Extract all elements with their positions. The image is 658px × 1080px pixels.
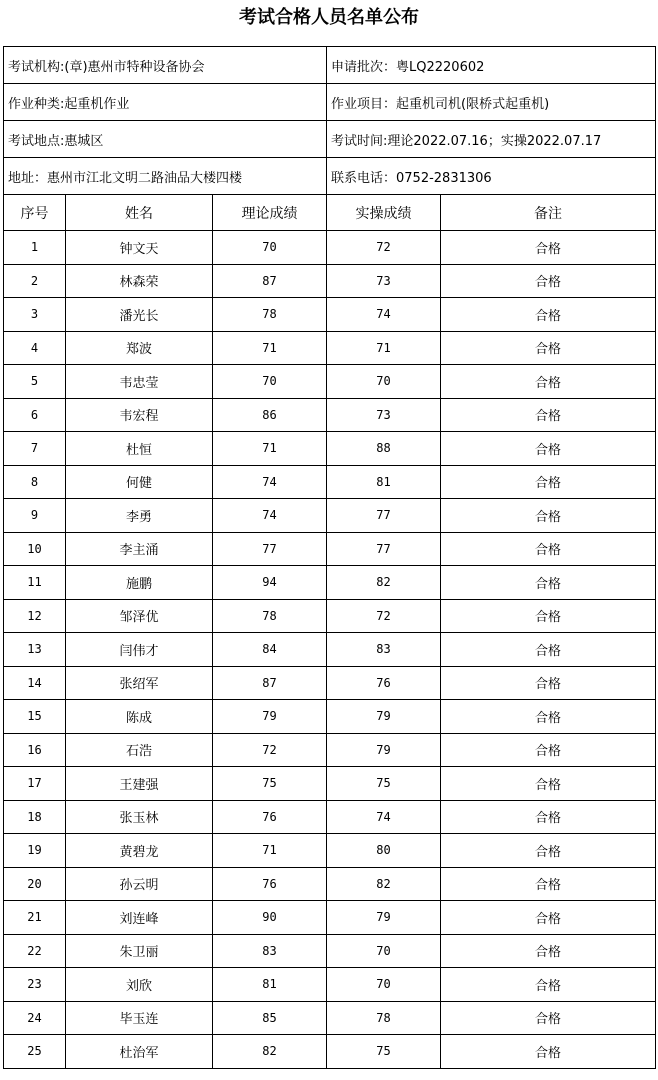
cell-remark: 合格 [441, 1001, 656, 1035]
cell-remark: 合格 [441, 398, 656, 432]
table-row [4, 264, 656, 298]
cell-practice-score: 79 [327, 733, 441, 767]
table-row [4, 633, 656, 667]
cell-practice-score: 76 [327, 666, 441, 700]
cell-practice-score: 81 [327, 465, 441, 499]
cell-remark: 合格 [441, 968, 656, 1002]
cell-remark: 合格 [441, 1035, 656, 1069]
cell-practice-score: 78 [327, 1001, 441, 1035]
cell-remark: 合格 [441, 298, 656, 332]
cell-index: 11 [4, 566, 66, 600]
cell-index: 21 [4, 901, 66, 935]
cell-remark: 合格 [441, 666, 656, 700]
cell-index: 5 [4, 365, 66, 399]
table-row [4, 599, 656, 633]
cell-theory-score: 90 [213, 901, 327, 935]
cell-name: 邹泽优 [66, 599, 213, 633]
table-row [4, 767, 656, 801]
cell-name: 孙云明 [66, 867, 213, 901]
cell-index: 3 [4, 298, 66, 332]
cell-theory-score: 72 [213, 733, 327, 767]
cell-remark: 合格 [441, 800, 656, 834]
cell-practice-score: 74 [327, 298, 441, 332]
table-row [4, 398, 656, 432]
cell-practice-score: 79 [327, 700, 441, 734]
cell-practice-score: 70 [327, 968, 441, 1002]
cell-remark: 合格 [441, 700, 656, 734]
page-title: 考试合格人员名单公布 [239, 7, 419, 28]
cell-name: 毕玉连 [66, 1001, 213, 1035]
cell-remark: 合格 [441, 532, 656, 566]
info-row [4, 84, 656, 121]
cell-theory-score: 85 [213, 1001, 327, 1035]
cell-name: 郑波 [66, 331, 213, 365]
cell-theory-score: 94 [213, 566, 327, 600]
table-row [4, 901, 656, 935]
cell-remark: 合格 [441, 867, 656, 901]
cell-name: 林森荣 [66, 264, 213, 298]
table-row [4, 1035, 656, 1069]
cell-remark: 合格 [441, 599, 656, 633]
cell-practice-score: 72 [327, 231, 441, 265]
cell-theory-score: 79 [213, 700, 327, 734]
cell-remark: 合格 [441, 901, 656, 935]
cell-practice-score: 73 [327, 398, 441, 432]
cell-index: 13 [4, 633, 66, 667]
exam-time: 考试时间:理论2022.07.16；实操2022.07.17 [327, 121, 656, 158]
table-row [4, 867, 656, 901]
cell-theory-score: 75 [213, 767, 327, 801]
cell-name: 李勇 [66, 499, 213, 533]
cell-practice-score: 70 [327, 934, 441, 968]
results-table [3, 46, 656, 1069]
cell-name: 杜治军 [66, 1035, 213, 1069]
cell-name: 刘欣 [66, 968, 213, 1002]
cell-index: 2 [4, 264, 66, 298]
cell-name: 闫伟才 [66, 633, 213, 667]
table-row [4, 800, 656, 834]
cell-remark: 合格 [441, 432, 656, 466]
cell-remark: 合格 [441, 465, 656, 499]
cell-theory-score: 78 [213, 599, 327, 633]
table-header-row [4, 195, 656, 231]
cell-index: 19 [4, 834, 66, 868]
cell-theory-score: 76 [213, 800, 327, 834]
cell-remark: 合格 [441, 331, 656, 365]
table-row [4, 465, 656, 499]
cell-name: 韦忠莹 [66, 365, 213, 399]
cell-index: 24 [4, 1001, 66, 1035]
cell-practice-score: 73 [327, 264, 441, 298]
cell-theory-score: 70 [213, 365, 327, 399]
exam-location: 考试地点:惠城区 [4, 121, 327, 158]
cell-remark: 合格 [441, 264, 656, 298]
info-row [4, 47, 656, 84]
cell-index: 4 [4, 331, 66, 365]
cell-theory-score: 78 [213, 298, 327, 332]
cell-index: 8 [4, 465, 66, 499]
cell-practice-score: 82 [327, 867, 441, 901]
work-project: 作业项目：起重机司机(限桥式起重机) [327, 84, 656, 121]
cell-practice-score: 77 [327, 499, 441, 533]
cell-remark: 合格 [441, 566, 656, 600]
cell-index: 14 [4, 666, 66, 700]
cell-name: 潘光长 [66, 298, 213, 332]
cell-practice-score: 72 [327, 599, 441, 633]
column-header-theory: 理论成绩 [213, 195, 327, 231]
cell-theory-score: 81 [213, 968, 327, 1002]
cell-name: 王建强 [66, 767, 213, 801]
table-row [4, 934, 656, 968]
cell-practice-score: 88 [327, 432, 441, 466]
table-row [4, 968, 656, 1002]
column-header-practice: 实操成绩 [327, 195, 441, 231]
contact-phone: 联系电话：0752-2831306 [327, 158, 656, 195]
cell-theory-score: 82 [213, 1035, 327, 1069]
cell-index: 15 [4, 700, 66, 734]
table-row [4, 365, 656, 399]
cell-remark: 合格 [441, 633, 656, 667]
cell-theory-score: 74 [213, 499, 327, 533]
table-row [4, 532, 656, 566]
cell-index: 9 [4, 499, 66, 533]
cell-theory-score: 87 [213, 264, 327, 298]
cell-index: 17 [4, 767, 66, 801]
cell-name: 张绍军 [66, 666, 213, 700]
cell-name: 刘连峰 [66, 901, 213, 935]
cell-practice-score: 71 [327, 331, 441, 365]
table-row [4, 733, 656, 767]
cell-theory-score: 71 [213, 331, 327, 365]
cell-practice-score: 70 [327, 365, 441, 399]
cell-theory-score: 77 [213, 532, 327, 566]
cell-practice-score: 82 [327, 566, 441, 600]
cell-remark: 合格 [441, 733, 656, 767]
cell-practice-score: 80 [327, 834, 441, 868]
cell-theory-score: 71 [213, 432, 327, 466]
cell-theory-score: 87 [213, 666, 327, 700]
cell-theory-score: 84 [213, 633, 327, 667]
cell-name: 杜恒 [66, 432, 213, 466]
cell-name: 黄碧龙 [66, 834, 213, 868]
table-row [4, 432, 656, 466]
cell-index: 22 [4, 934, 66, 968]
cell-index: 18 [4, 800, 66, 834]
work-type: 作业种类:起重机作业 [4, 84, 327, 121]
cell-theory-score: 76 [213, 867, 327, 901]
cell-practice-score: 83 [327, 633, 441, 667]
address: 地址：惠州市江北文明二路油品大楼四楼 [4, 158, 327, 195]
cell-name: 韦宏程 [66, 398, 213, 432]
cell-practice-score: 79 [327, 901, 441, 935]
cell-theory-score: 83 [213, 934, 327, 968]
cell-practice-score: 74 [327, 800, 441, 834]
cell-remark: 合格 [441, 834, 656, 868]
cell-name: 李主涌 [66, 532, 213, 566]
column-header-remark: 备注 [441, 195, 656, 231]
cell-practice-score: 75 [327, 767, 441, 801]
table-row [4, 566, 656, 600]
cell-name: 石浩 [66, 733, 213, 767]
cell-index: 16 [4, 733, 66, 767]
cell-name: 施鹏 [66, 566, 213, 600]
table-row [4, 666, 656, 700]
table-row [4, 499, 656, 533]
cell-index: 20 [4, 867, 66, 901]
cell-remark: 合格 [441, 499, 656, 533]
cell-name: 朱卫丽 [66, 934, 213, 968]
exam-org: 考试机构:(章)惠州市特种设备协会 [4, 47, 327, 84]
table-row [4, 331, 656, 365]
cell-name: 张玉林 [66, 800, 213, 834]
cell-practice-score: 77 [327, 532, 441, 566]
cell-index: 7 [4, 432, 66, 466]
info-row [4, 121, 656, 158]
column-header-index: 序号 [4, 195, 66, 231]
cell-theory-score: 86 [213, 398, 327, 432]
cell-remark: 合格 [441, 231, 656, 265]
application-batch: 申请批次：粤LQ2220602 [327, 47, 656, 84]
cell-theory-score: 70 [213, 231, 327, 265]
cell-theory-score: 71 [213, 834, 327, 868]
cell-practice-score: 75 [327, 1035, 441, 1069]
cell-index: 25 [4, 1035, 66, 1069]
cell-index: 12 [4, 599, 66, 633]
table-row [4, 298, 656, 332]
cell-name: 何健 [66, 465, 213, 499]
table-row [4, 700, 656, 734]
table-row [4, 231, 656, 265]
cell-name: 陈成 [66, 700, 213, 734]
table-row [4, 1001, 656, 1035]
cell-index: 10 [4, 532, 66, 566]
info-row [4, 158, 656, 195]
cell-index: 1 [4, 231, 66, 265]
column-header-name: 姓名 [66, 195, 213, 231]
cell-name: 钟文天 [66, 231, 213, 265]
cell-remark: 合格 [441, 365, 656, 399]
cell-index: 6 [4, 398, 66, 432]
cell-theory-score: 74 [213, 465, 327, 499]
cell-remark: 合格 [441, 934, 656, 968]
cell-remark: 合格 [441, 767, 656, 801]
cell-index: 23 [4, 968, 66, 1002]
table-row [4, 834, 656, 868]
